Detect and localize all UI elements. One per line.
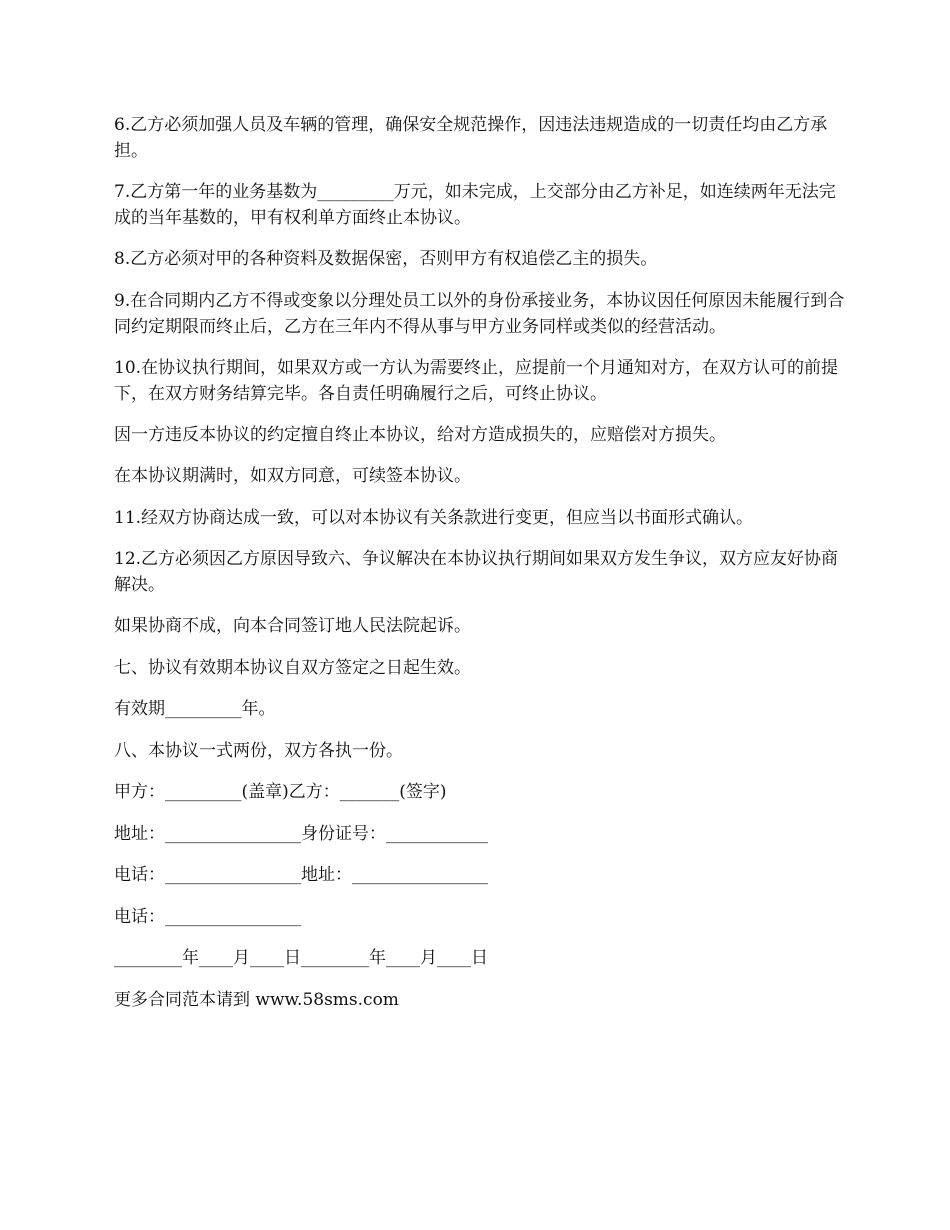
breach-compensation-text: 因一方违反本协议的约定擅自终止本协议，给对方造成损失的，应赔偿对方损失。 — [114, 424, 726, 445]
phone-line: 电话：________________ — [114, 906, 301, 927]
renewal-text: 在本协议期满时，如双方同意，可续签本协议。 — [114, 466, 471, 486]
more-templates-link-text: 更多合同范本请到 www.58sms.com — [114, 989, 399, 1010]
validity-period: 有效期_________年。 — [114, 699, 276, 719]
clause-10: 10.在协议执行期间，如果双方或一方认为需要终止，应提前一个月通知对方，在双方认可的前提下，在双方财务结算完毕。各自责任明确履行之后，可终止协议。 — [114, 357, 839, 404]
section-7-validity: 七、协议有效期本协议自双方签定之日起生效。 — [114, 657, 471, 678]
clause-6: 6.乙方必须加强人员及车辆的管理，确保安全规范操作，因违法违规造成的一切责任均由乙方承担。 — [114, 115, 828, 161]
clause-12: 12.乙方必须因乙方原因导致六、争议解决在本协议执行期间如果双方发生争议，双方应友好协商解决。 — [114, 549, 839, 595]
clause-7: 7.乙方第一年的业务基数为_________万元，如未完成，上交部分由乙方补足，如连续两年无法完成的当年基数的，甲有权利单方面终止本协议。 — [114, 182, 836, 228]
clause-8: 8.乙方必须对甲的各种资料及数据保密，否则甲方有权追偿乙主的损失。 — [114, 249, 658, 269]
address-id-line: 地址：________________身份证号：____________ — [114, 823, 488, 844]
clause-9: 9.在合同期内乙方不得或变象以分理处员工以外的身份承接业务，本协议因任何原因未能履行到合同约定期限而终止后，乙方在三年内不得从事与甲方业务同样或类似的经营活动。 — [114, 290, 845, 337]
litigation-text: 如果协商不成，向本合同签订地人民法院起诉。 — [114, 616, 471, 636]
clause-11: 11.经双方协商达成一致，可以对本协议有关条款进行变更，但应当以书面形式确认。 — [114, 507, 754, 528]
document-body — [114, 112, 850, 1028]
date-line: ________年____月____日________年____月____日 — [114, 948, 488, 968]
signature-parties-line: 甲方：_________(盖章)乙方：_______(签字) — [114, 782, 447, 802]
section-8-copies: 八、本协议一式两份，双方各执一份。 — [114, 740, 403, 761]
phone-address-line: 电话：________________地址：________________ — [114, 865, 488, 885]
